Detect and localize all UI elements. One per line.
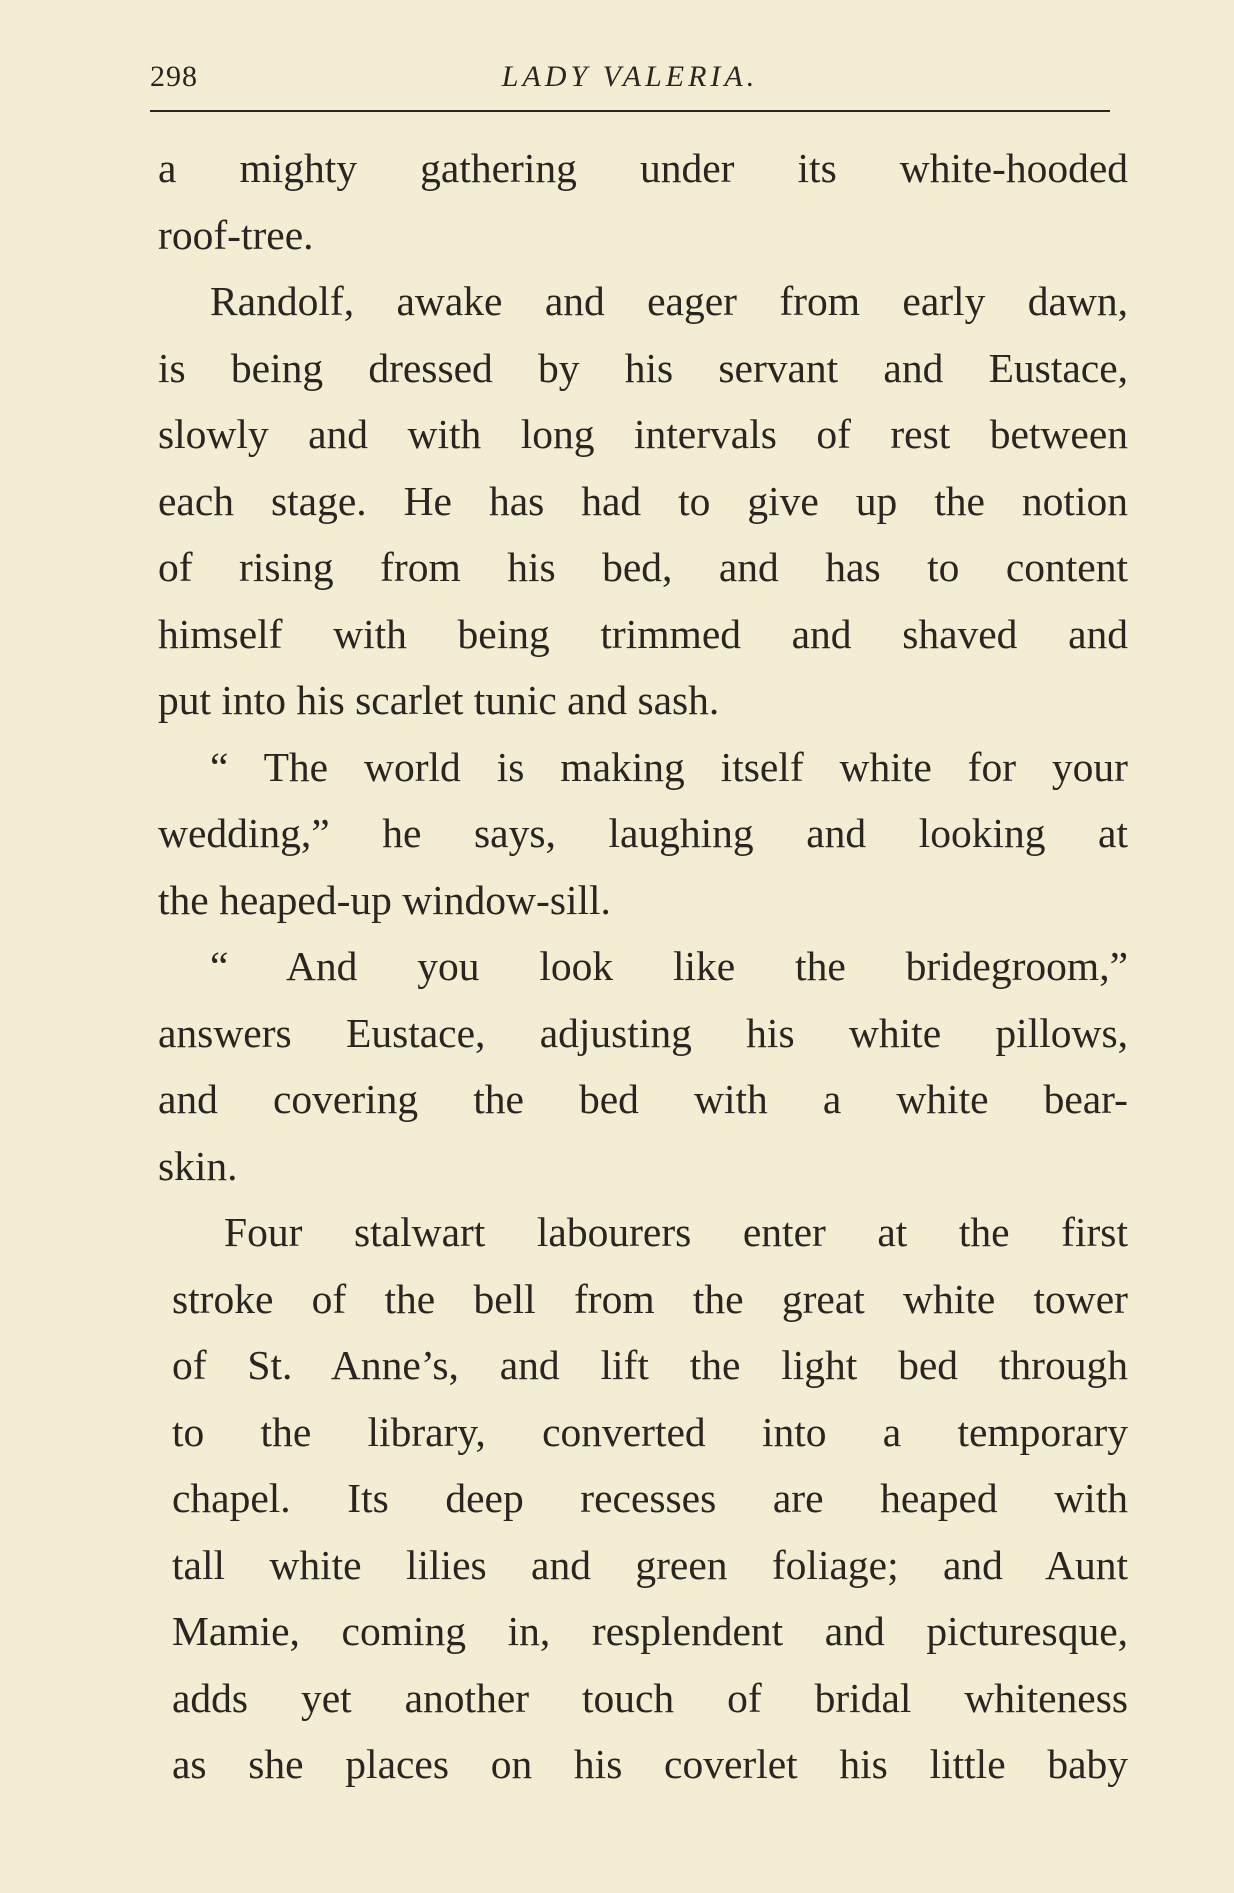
text-line: adds yet another touch of bridal whiteness bbox=[172, 1674, 1128, 1721]
text-line: Mamie, coming in, resplendent and picturesque, bbox=[172, 1608, 1128, 1654]
text-line: “ And you look like the bridegroom,” bbox=[210, 943, 1128, 989]
body-text bbox=[158, 135, 1128, 1798]
text-line: of rising from his bed, and has to content bbox=[158, 544, 1128, 590]
page-number: 298 bbox=[150, 60, 198, 93]
text-line: put into his scarlet tunic and sash. bbox=[158, 677, 720, 723]
text-line: answers Eustace, adjusting his white pillows, bbox=[158, 1009, 1128, 1056]
text-line: and covering the bed with a white bear- bbox=[158, 1076, 1128, 1122]
text-line: a mighty gathering under its white-hooded bbox=[158, 145, 1128, 191]
text-line: skin. bbox=[158, 1142, 238, 1189]
text-line: “ The world is making itself white for your bbox=[210, 743, 1128, 790]
text-line: the heaped-up window-sill. bbox=[158, 876, 611, 923]
text-line: Four stalwart labourers enter at the first bbox=[224, 1209, 1128, 1255]
text-line: to the library, converted into a temporary bbox=[172, 1408, 1128, 1455]
text-line: Randolf, awake and eager from early dawn, bbox=[210, 278, 1128, 324]
text-line: slowly and with long intervals of rest between bbox=[158, 411, 1128, 457]
header-rule bbox=[150, 110, 1110, 112]
text-line: each stage. He has had to give up the notion bbox=[158, 477, 1128, 524]
text-line: of St. Anne’s, and lift the light bed through bbox=[172, 1342, 1128, 1388]
text-line: wedding,” he says, laughing and looking at bbox=[158, 810, 1128, 856]
text-line: himself with being trimmed and shaved and bbox=[158, 610, 1128, 657]
text-line: roof-tree. bbox=[158, 211, 314, 258]
text-line: stroke of the bell from the great white tower bbox=[172, 1275, 1128, 1322]
text-line: as she places on his coverlet his little baby bbox=[172, 1741, 1128, 1787]
text-line: chapel. Its deep recesses are heaped with bbox=[172, 1475, 1128, 1521]
text-line: tall white lilies and green foliage; and Aunt bbox=[172, 1541, 1128, 1588]
running-title: LADY VALERIA. bbox=[501, 60, 759, 93]
text-line: is being dressed by his servant and Eustace, bbox=[158, 344, 1128, 391]
page-header bbox=[150, 60, 1110, 110]
